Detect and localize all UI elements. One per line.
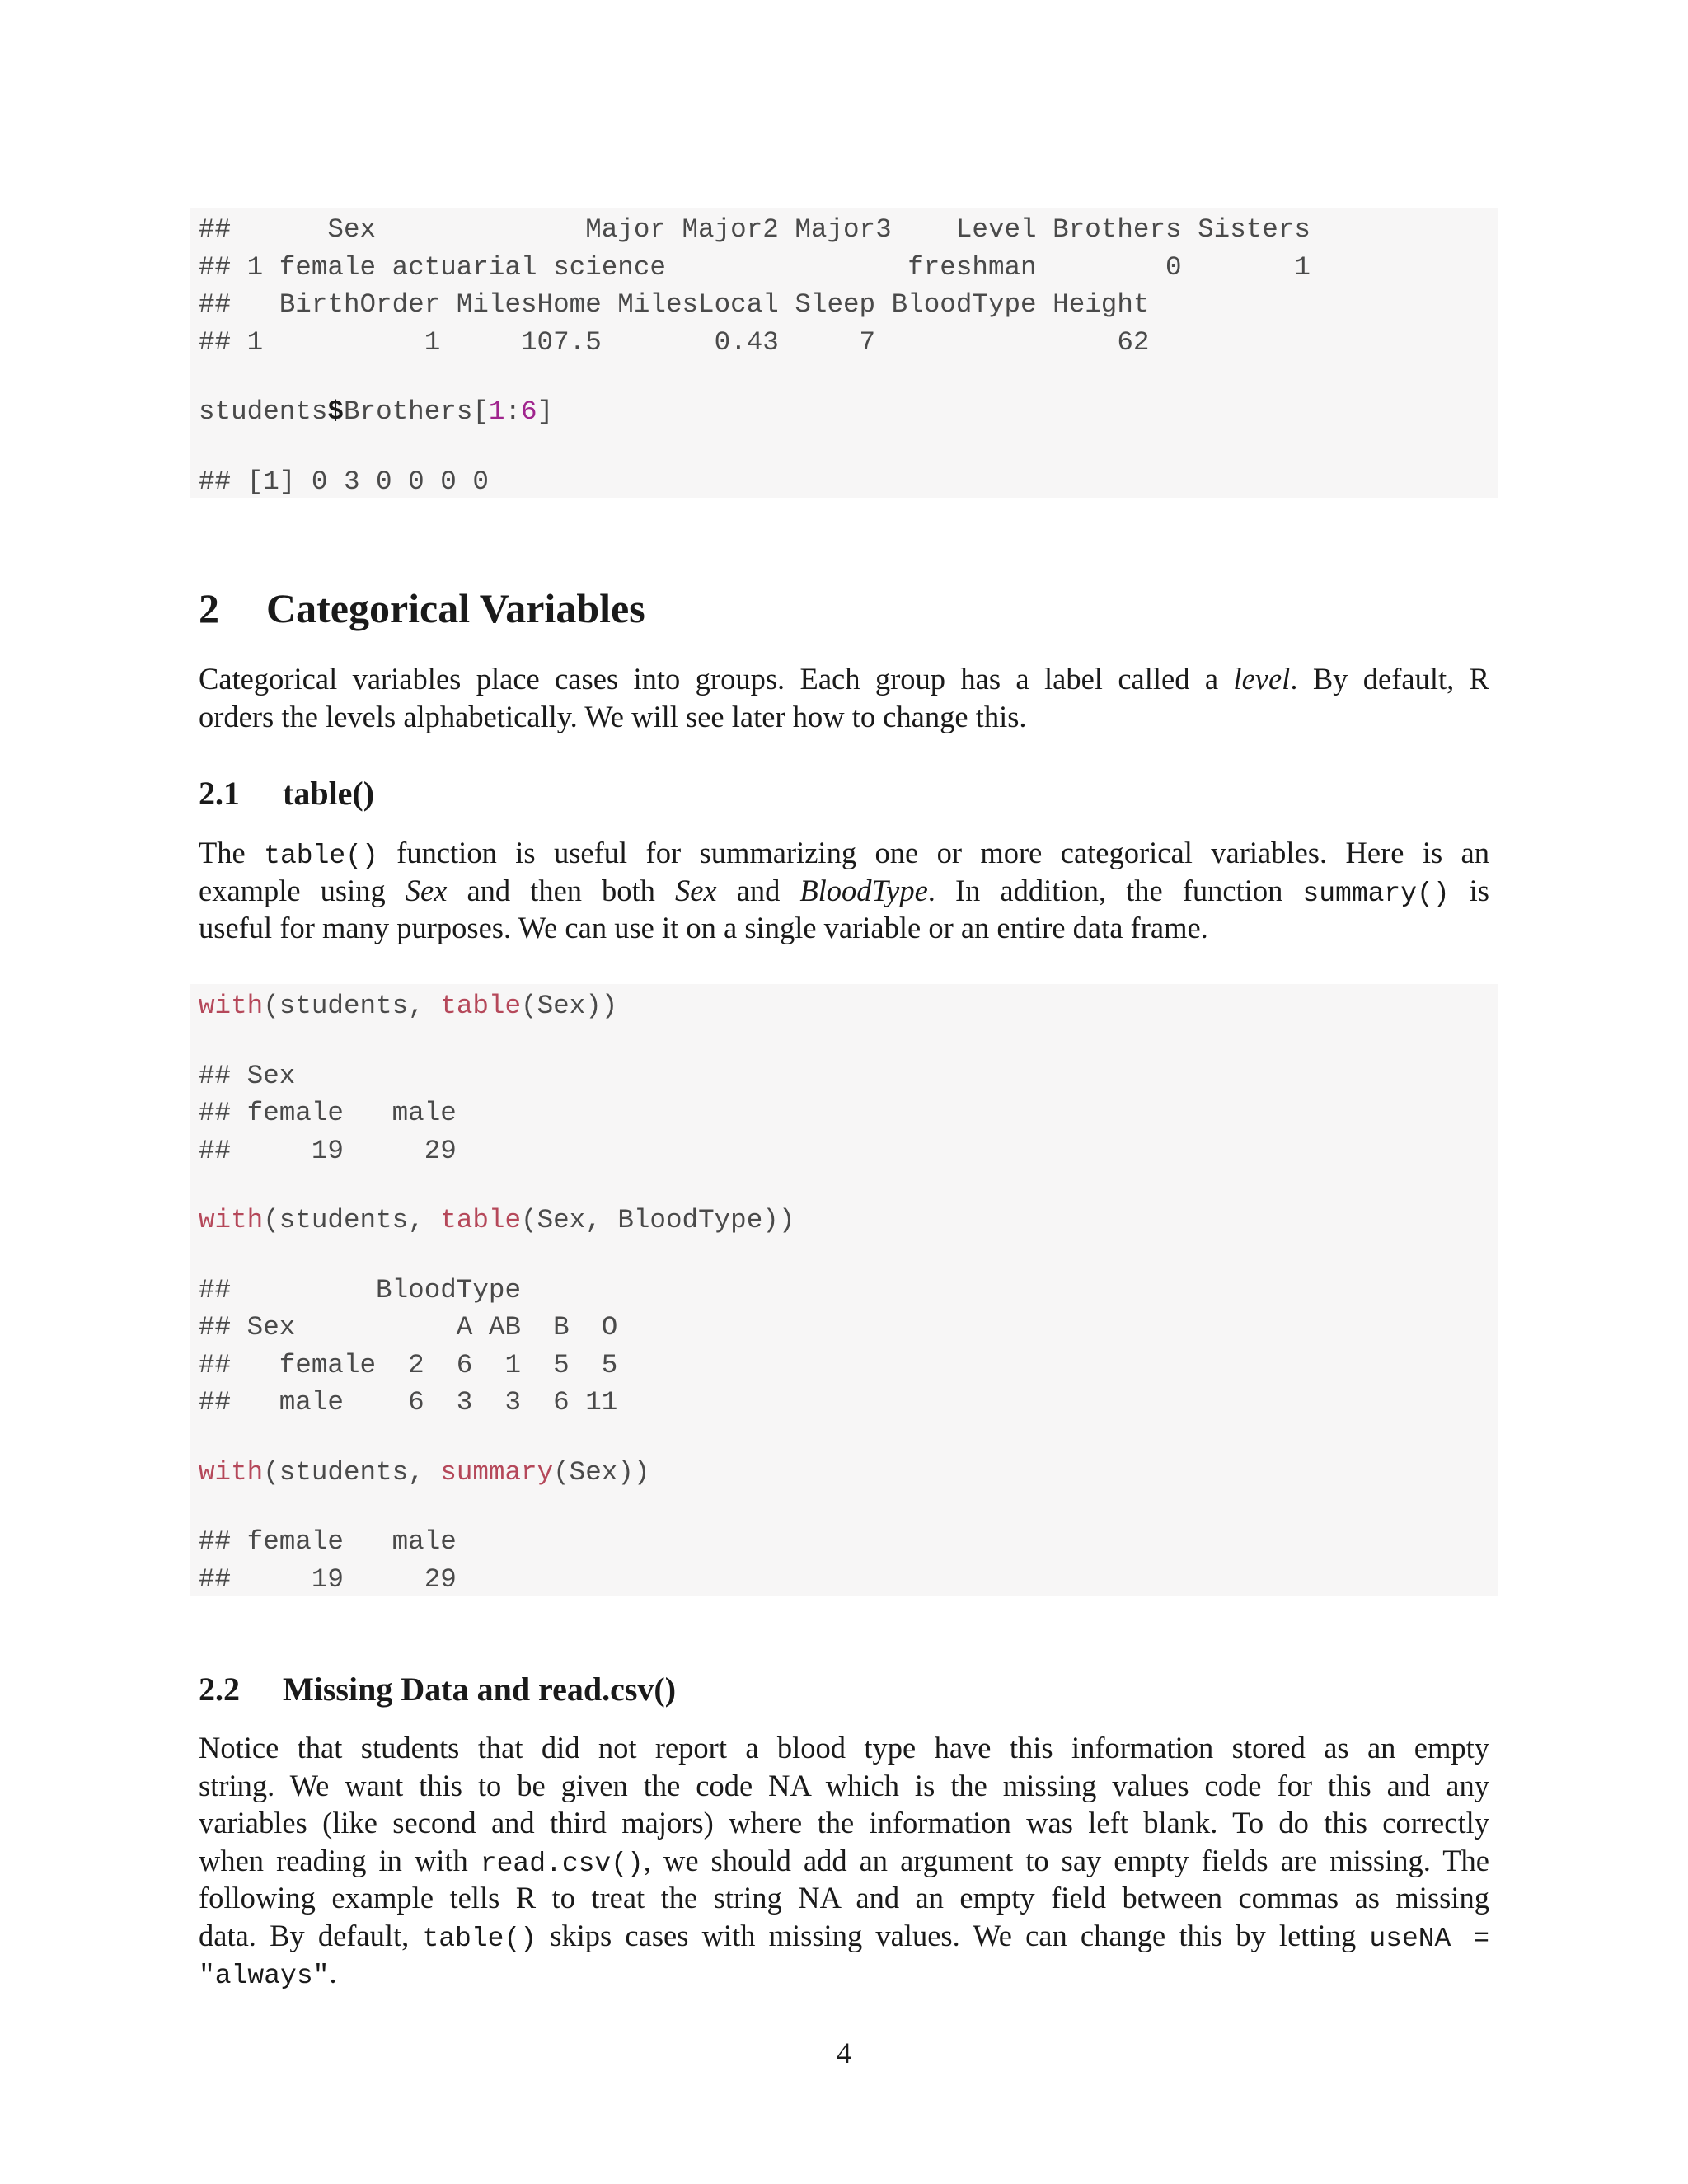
inline-code: read.csv(): [480, 1848, 644, 1879]
emphasis: Sex: [405, 873, 448, 907]
code-function: with: [199, 1205, 264, 1235]
output-line: ## 19 29: [199, 1135, 457, 1166]
paragraph-line: orders the levels alphabetically. We will see later how to change this.: [199, 699, 1027, 733]
emphasis: BloodType: [799, 873, 928, 907]
section-paragraph: [199, 660, 1489, 735]
paragraph-line: The table() function is useful for summarizing one or more categorical variables. Here is an: [199, 836, 1490, 871]
inline-code: table(): [422, 1923, 537, 1954]
paragraph-line: example using Sex and then both Sex and BloodType. In addition, the function summary() is: [199, 873, 1490, 909]
output-line: ## male 6 3 3 6 11: [199, 1387, 618, 1418]
subsection-title: table(): [283, 775, 375, 812]
code-line: with(students, table(Sex, BloodType)): [199, 1205, 795, 1235]
code-token: students: [199, 396, 328, 427]
output-line: ## 1 1 107.5 0.43 7 62: [199, 326, 1150, 358]
code-operator: $: [327, 396, 344, 427]
paragraph-line: when reading in with read.csv(), we should add an argument to say empty fields are missing. The: [199, 1843, 1489, 1879]
paragraph-line: data. By default, table() skips cases with missing values. We can change this by letting useNA =: [199, 1918, 1489, 1954]
code-token: Brothers[: [343, 396, 489, 427]
subsection-number: 2.2: [199, 1671, 240, 1708]
code-block-head-output: [190, 208, 1498, 498]
code-token: ]: [537, 396, 554, 427]
paragraph-line: "always".: [199, 1956, 337, 1991]
code-function: with: [199, 991, 264, 1021]
emphasis: Sex: [674, 873, 717, 907]
paragraph-line: variables (like second and third majors) where the information was left blank. To do this correctly: [199, 1806, 1489, 1840]
emphasis-level: level: [1233, 662, 1291, 696]
inline-code: table(): [264, 841, 378, 871]
paragraph-line: useful for many purposes. We can use it on a single variable or an entire data frame.: [199, 911, 1208, 944]
section-title: Categorical Variables: [266, 585, 645, 631]
output-line: ## 1 female actuarial science freshman 0 1: [199, 251, 1311, 283]
paragraph-line: Notice that students that did not report a blood type have this information stored as an empty: [199, 1731, 1489, 1765]
code-block-table-examples: [190, 984, 1498, 1596]
output-line: ## Sex A AB B O: [199, 1312, 618, 1343]
subsection-paragraph: [199, 834, 1489, 947]
output-line: ## [1] 0 3 0 0 0 0: [199, 466, 489, 497]
code-token: :: [504, 396, 522, 427]
paragraph-line: string. We want this to be given the code NA which is the missing values code for this and any: [199, 1768, 1489, 1802]
subsection-heading-missing-data: [199, 1670, 676, 1709]
subsection-title: Missing Data and read.csv(): [283, 1671, 677, 1708]
output-line: ## 19 29: [199, 1563, 457, 1595]
code-line: with(students, table(Sex)): [199, 991, 618, 1021]
section-number: 2: [199, 585, 219, 631]
subsection-paragraph: [199, 1729, 1489, 1992]
code-line-brothers: [199, 393, 1489, 431]
code-number: 1: [488, 396, 505, 427]
section-heading: [199, 583, 645, 633]
code-number: 6: [521, 396, 537, 427]
code-function: summary: [440, 1456, 554, 1488]
output-line: ## BloodType: [199, 1274, 522, 1305]
inline-code: "always": [199, 1961, 330, 1991]
output-line: ## female male: [199, 1526, 457, 1557]
code-function: with: [199, 1456, 264, 1488]
subsection-number: 2.1: [199, 775, 240, 812]
page-number: 4: [837, 2036, 851, 2069]
output-line: ## female male: [199, 1098, 457, 1128]
code-function: table: [440, 1205, 522, 1235]
code-function: table: [440, 991, 522, 1021]
code-line: with(students, summary(Sex)): [199, 1456, 650, 1488]
paragraph-line: Categorical variables place cases into groups. Each group has a label called a level. By default, R: [199, 662, 1489, 696]
output-line: ## BirthOrder MilesHome MilesLocal Sleep BloodType Height: [199, 289, 1150, 320]
paragraph-line: following example tells R to treat the string NA and an empty field between commas as missing: [199, 1881, 1489, 1915]
output-line: ## Sex: [199, 1060, 296, 1091]
inline-code: useNA =: [1369, 1923, 1489, 1954]
output-line: ## Sex Major Major2 Major3 Level Brothers Sisters: [199, 214, 1311, 245]
inline-code: summary(): [1302, 878, 1450, 909]
subsection-heading-table: [199, 774, 374, 813]
output-line: ## female 2 6 1 5 5: [199, 1349, 618, 1380]
